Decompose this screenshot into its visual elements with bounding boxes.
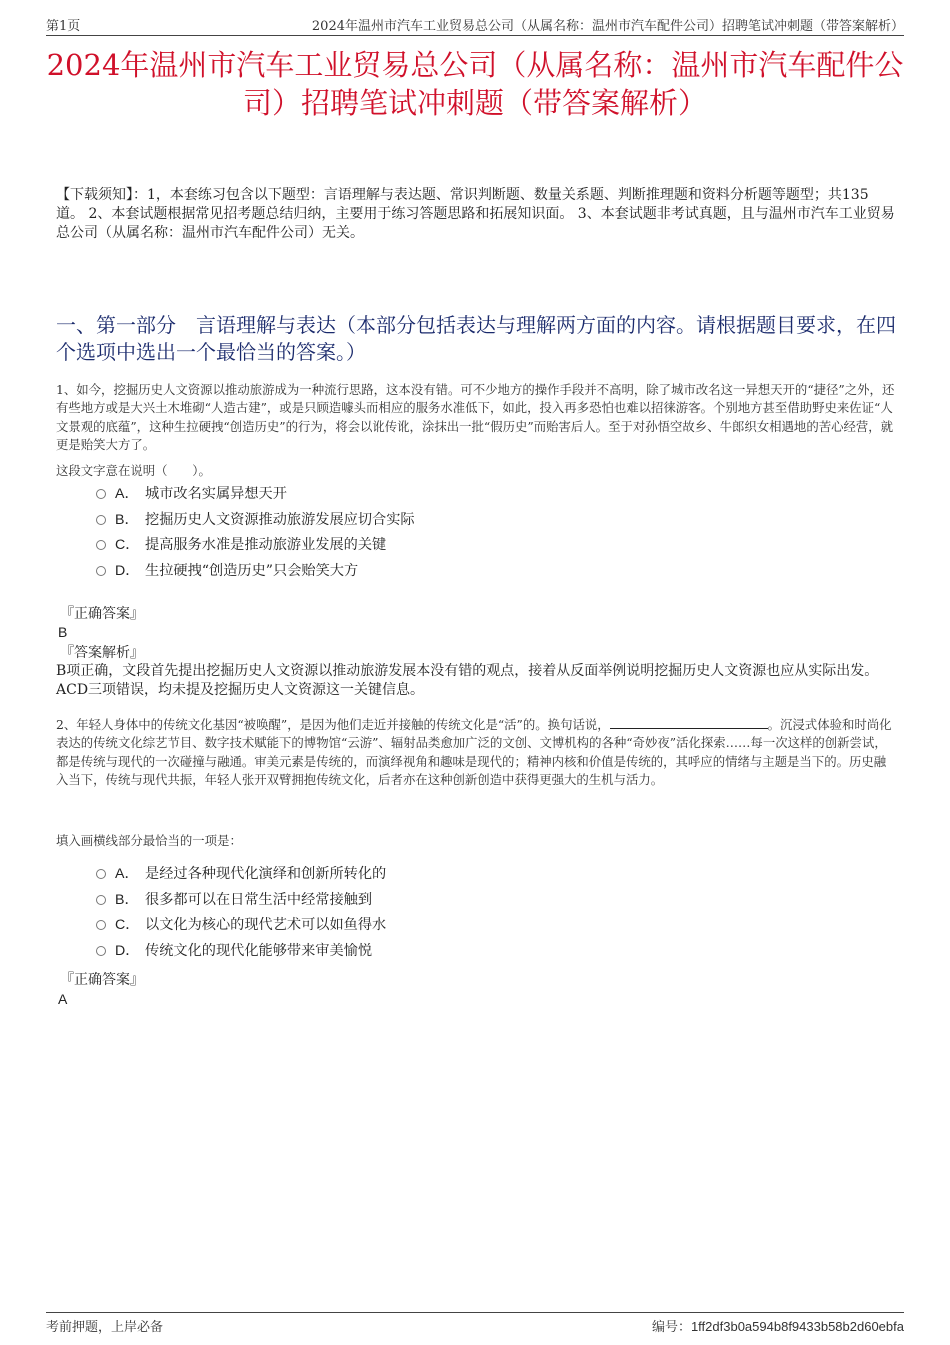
running-title: 2024年温州市汽车工业贸易总公司（从属名称：温州市汽车配件公司）招聘笔试冲刺题（带答案解析）	[311, 19, 904, 34]
option-a[interactable]: A． 是经过各种现代化演绎和创新所转化的	[96, 862, 386, 888]
radio-icon[interactable]	[96, 920, 106, 930]
answer-label: 『正确答案』	[60, 972, 144, 988]
download-notice: 【下载须知】：1，本套练习包含以下题型：言语理解与表达题、常识判断题、数量关系题、判断推理题和资料分析题等题型；共135道。 2、本套试题根据常见招考题总结归纳，主要用于练习答题思路和拓展知识面。 3、本套试题非考试真题，且与温州市汽车工业贸易总公司（从属名称：温州市汽车配件公司）无关。	[56, 187, 895, 241]
document-title: 2024年温州市汽车工业贸易总公司（从属名称：温州市汽车配件公司）招聘笔试冲刺题（带答案解析）	[46, 48, 904, 120]
option-d[interactable]: D． 生拉硬拽“创造历史”只会贻笑大方	[96, 559, 415, 585]
option-a[interactable]: A． 城市改名实属异想天开	[96, 482, 415, 508]
section-heading: 一、第一部分 言语理解与表达（本部分包括表达与理解两方面的内容。请根据题目要求，在四个选项中选出一个最恰当的答案。）	[56, 313, 896, 364]
option-c[interactable]: C． 提高服务水准是推动旅游业发展的关键	[96, 533, 415, 559]
question-2-prompt: 填入画横线部分最恰当的一项是：	[56, 833, 242, 848]
question-2-stem: 2、年轻人身体中的传统文化基因“被唤醒”，是因为他们走近并接触的传统文化是“活”的。换句话说， 。沉浸式体验和时尚化表达的传统文化综艺节目、数字技术赋能下的博物馆“云游”、辐射品类愈加广泛的文创、文博机构的各种“奇妙夜”活化探索……每一次这样的创新尝试，都是传统与现代的一次碰撞与融通。审美元素是传统的，而演绎视角和趣味是现代的；精神内核和价值是传统的，其呼应的情绪与主题是当下的。历史融入当下，传统与现代共振，年轻人张开双臂拥抱传统文化，后者亦在这种创新创造中获得更强大的生机与活力。	[56, 717, 892, 788]
answer-value: B	[58, 624, 68, 640]
question-1-stem: 1、如今，挖掘历史人文资源以推动旅游成为一种流行思路，这本没有错。可不少地方的操作手段并不高明，除了城市改名这一异想天开的“捷径”之外，还有些地方或是大兴土木堆砌“人造古建”，或是只顾造噱头而相应的服务水准低下，如此，投入再多恐怕也难以招徕游客。个别地方甚至借助野史来佐证“人文景观的底蕴”，这种生拉硬拽“创造历史”的行为，将会以讹传讹，涂抹出一批“假历史”而贻害后人。至于对孙悟空故乡、牛郎织女相遇地的苦心经营，就更是贻笑大方了。	[56, 382, 895, 453]
answer-value: A	[58, 991, 68, 1007]
option-d[interactable]: D． 传统文化的现代化能够带来审美愉悦	[96, 939, 386, 965]
page-header	[46, 13, 904, 36]
radio-icon[interactable]	[96, 895, 106, 905]
question-1-options	[96, 482, 415, 584]
question-1-prompt: 这段文字意在说明（ ）。	[56, 463, 211, 478]
page-footer	[46, 1312, 904, 1337]
option-c[interactable]: C． 以文化为核心的现代艺术可以如鱼得水	[96, 913, 386, 939]
option-b[interactable]: B． 很多都可以在日常生活中经常接触到	[96, 888, 386, 914]
question-2-options	[96, 862, 386, 964]
option-b[interactable]: B． 挖掘历史人文资源推动旅游发展应切合实际	[96, 508, 415, 534]
radio-icon[interactable]	[96, 515, 106, 525]
page-number-label: 第1页	[46, 19, 81, 34]
radio-icon[interactable]	[96, 489, 106, 499]
analysis-label: 『答案解析』	[60, 645, 144, 661]
document-code: 编号：1ff2df3b0a594b8f9433b58b2d60ebfa	[651, 1319, 904, 1335]
footer-slogan: 考前押题，上岸必备	[46, 1320, 164, 1335]
radio-icon[interactable]	[96, 946, 106, 956]
analysis-text: B项正确，文段首先提出挖掘历史人文资源以推动旅游发展本没有错的观点，接着从反面举例说明挖掘历史人文资源也应从实际出发。ACD三项错误，均未提及挖掘历史人文资源这一关键信息。	[56, 663, 879, 698]
radio-icon[interactable]	[96, 566, 106, 576]
answer-label: 『正确答案』	[60, 606, 144, 622]
radio-icon[interactable]	[96, 540, 106, 550]
fill-blank	[610, 716, 768, 729]
radio-icon[interactable]	[96, 869, 106, 879]
